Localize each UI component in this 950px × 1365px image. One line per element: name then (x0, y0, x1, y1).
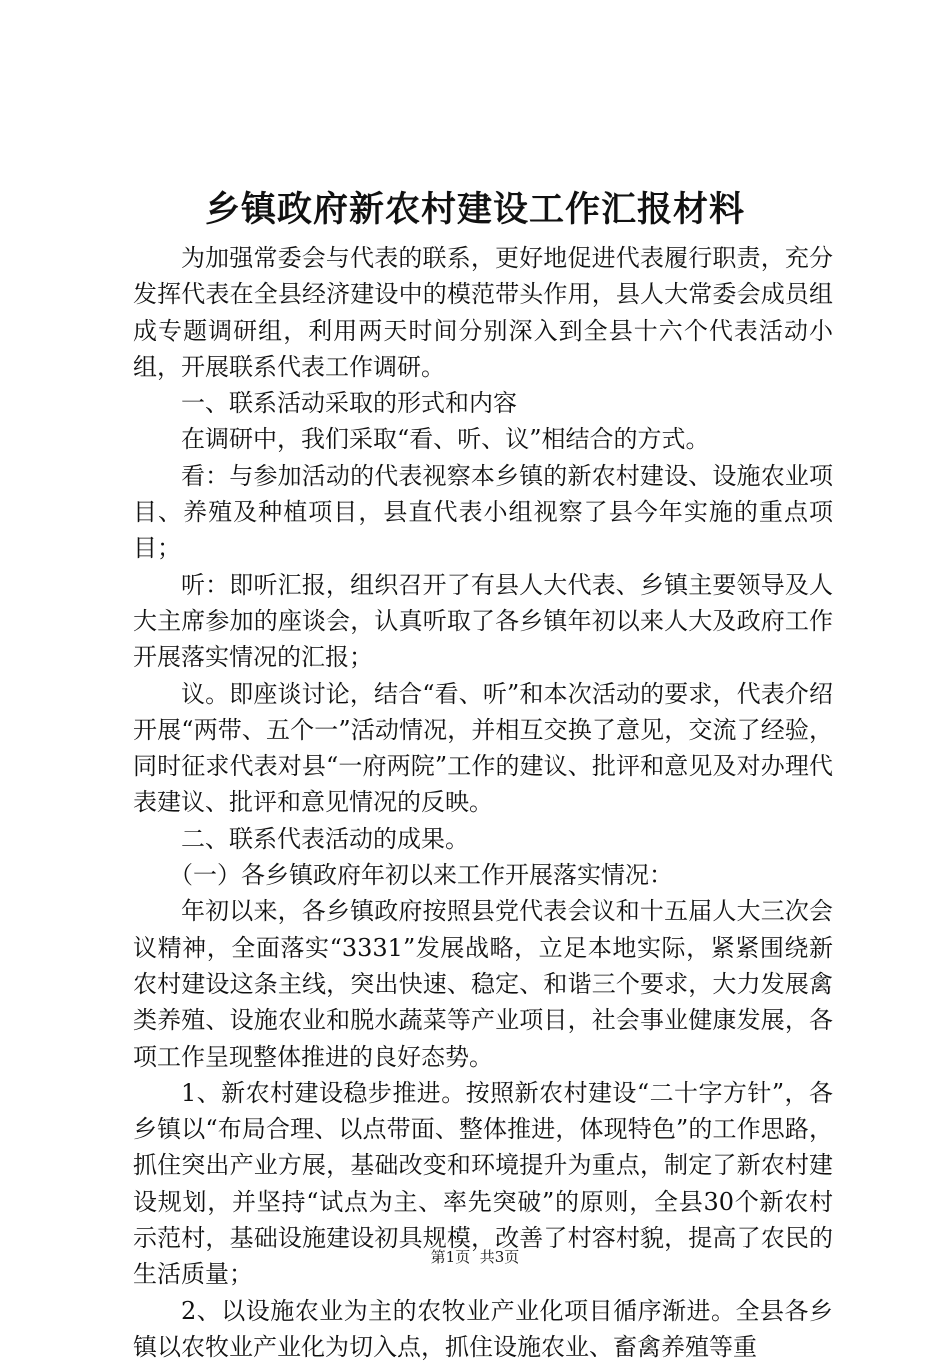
section-heading-2: 二、联系代表活动的成果。 (181, 824, 469, 853)
page-footer (0, 1247, 950, 1267)
paragraph-look: 看：与参加活动的代表视察本乡镇的新农村建设、设施农业项目、养殖及种植项目，县直代表小组视察了县今年实施的重点项目； (133, 461, 833, 563)
document-title: 乡镇政府新农村建设工作汇报材料 (204, 189, 745, 230)
paragraph-listen: 听：即听汇报，组织召开了有县人大代表、乡镇主要领导及人大主席参加的座谈会，认真听取了各乡镇年初以来人大及政府工作开展落实情况的汇报； (133, 570, 833, 672)
document-body (133, 240, 833, 1365)
page-number: 第1页 (430, 1248, 471, 1266)
paragraph-item-2: 2、以设施农业为主的农牧业产业化项目循序渐进。全县各乡镇以农牧业产业化为切入点，抓住设施农业、畜禽养殖等重 (133, 1296, 833, 1361)
paragraph-method: 在调研中，我们采取“看、听、议”相结合的方式。 (181, 425, 710, 454)
subsection-heading-1: （一）各乡镇政府年初以来工作开展落实情况： (169, 861, 673, 890)
paragraph-progress: 年初以来，各乡镇政府按照县党代表会议和十五届人大三次会议精神，全面落实“3331”发展战略，立足本地实际，紧紧围绕新农村建设这条主线，突出快速、稳定、和谐三个要求，大力发展禽类养殖、设施农业和脱水蔬菜等产业项目，社会事业健康发展，各项工作呈现整体推进的良好态势。 (133, 897, 833, 1071)
page-total: 共3页 (479, 1248, 520, 1266)
paragraph-item-1: 1、新农村建设稳步推进。按照新农村建设“二十字方针”，各乡镇以“布局合理、以点带面、整体推进，体现特色”的工作思路，抓住突出产业方展，基础改变和环境提升为重点，制定了新农村建设规划，并坚持“试点为主、率先突破”的原则，全县30个新农村示范村，基础设施建设初具规模，改善了村容村貌，提高了农民的生活质量； (133, 1078, 833, 1289)
section-heading-1: 一、联系活动采取的形式和内容 (181, 389, 517, 418)
paragraph-discuss: 议。即座谈讨论，结合“看、听”和本次活动的要求，代表介绍开展“两带、五个一”活动情况，并相互交换了意见，交流了经验，同时征求代表对县“一府两院”工作的建议、批评和意见及对办理代表建议、批评和意见情况的反映。 (133, 679, 833, 817)
paragraph-intro: 为加强常委会与代表的联系，更好地促进代表履行职责，充分发挥代表在全县经济建设中的模范带头作用，县人大常委会成员组成专题调研组，利用两天时间分别深入到全县十六个代表活动小组，开展联系代表工作调研。 (133, 244, 833, 381)
